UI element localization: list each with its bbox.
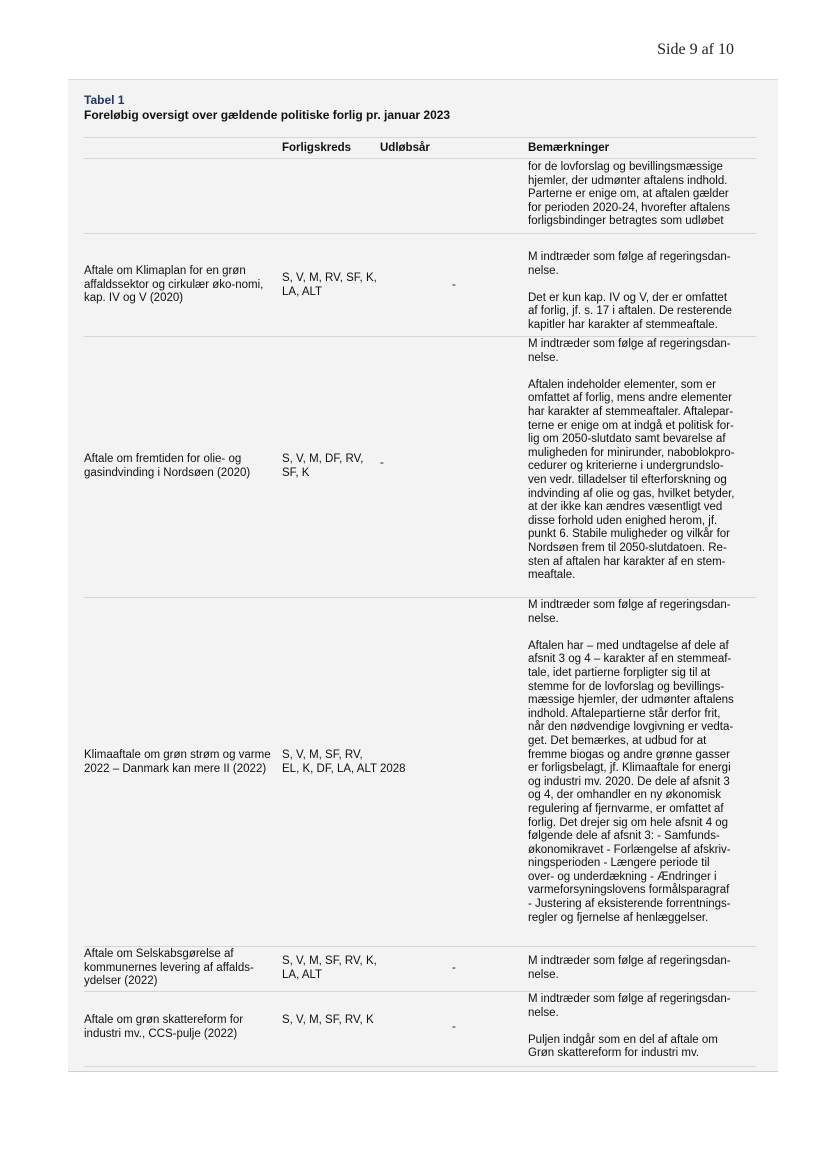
remarks-cell: for de lovforslag og bevillingsmæssige hjemler, der udmønter aftalens indhold. Parterne er enige om, at aftalen gælder for perioden 2020-24, hvorefter aftalens forligsbindinger betragtes som udløbet — [528, 161, 731, 228]
expiry-cell: - — [452, 279, 456, 291]
remarks-cell: M indtræder som følge af regeringsdan- nelse. Det er kun kap. IV og V, der er omfattet af forlig, jf. s. 17 i aftalen. De resterende kapitler har karakter af stemmeaftale. — [528, 251, 732, 331]
table-row — [84, 337, 756, 598]
agreement-cell: Aftale om fremtiden for olie- og gasindvinding i Nordsøen (2020) — [84, 453, 251, 479]
remarks-cell: M indtræder som følge af regeringsdan- nelse. — [528, 955, 731, 981]
agreements-table — [84, 137, 756, 1067]
parties-cell: S, V, M, SF, RV, K — [282, 1014, 374, 1026]
col-header-udlobsaar: Udløbsår — [380, 142, 430, 154]
table-row — [84, 598, 756, 947]
agreement-cell: Aftale om grøn skattereform for industri mv., CCS-pulje (2022) — [84, 1014, 244, 1040]
remarks-cell: M indtræder som følge af regeringsdan- nelse. Aftalen har – med undtagelse af dele af afsnit 3 og 4 – karakter af en stemmeaf- tale, idet partierne forpligter sig til at stemme for de lovforslag og bevillings- mæssige hjemler, der udmønter aftalens indhold. Aftalepartierne står derfor frit, når den nødvendige lovgivning er vedta- get. Det bemærkes, at udbud for at fremme biogas og andre grønne gasser er forligsbelagt, jf. Klimaaftale for energi og industri mv. 2020. De dele af afsnit 3 og 4, der omhandler en ny økonomisk regulering af fjernvarme, er omfattet af forlig. Det drejer sig om hele afsnit 4 og følgende dele af afsnit 3: - Samfunds- økonomikravet - Forlængelse af afskriv- ningsperioden - Længere periode til over- og underdækning - Ændringer i varmeforsyningslovens formålsparagraf - Justering af eksisterende forrentnings- regler og fjernelse af henlæggelser. — [528, 599, 734, 924]
page-number: Side 9 af 10 — [657, 41, 734, 58]
parties-cell: S, V, M, SF, RV, EL, K, DF, LA, ALT — [282, 749, 378, 775]
agreement-cell: Aftale om Klimaplan for en grøn affaldssektor og cirkulær øko-nomi, kap. IV og V (2020) — [84, 265, 264, 305]
remarks-cell: M indtræder som følge af regeringsdan- nelse. Aftalen indeholder elementer, som er omfattet af forlig, mens andre elementer har karakter af stemmeaftaler. Aftalepar- terne er enige om at indgå et politisk for- lig om 2050-slutdato samt bevarelse af muligheden for minirunder, naboblokpro- cedurer og kriterierne i undergrundslo- ven vedr. tilladelser til efterforskning og indvinding af olie og gas, hvilket betyder, at der ikke kan ændres væsentligt ved disse forhold uden enighed herom, jf. punkt 6. Stabile muligheder og vilkår for Nordsøen frem til 2050-slutdatoen. Re- sten af aftalen har karakter af en stem- meaftale. — [528, 338, 735, 582]
table-header — [84, 137, 756, 159]
parties-cell: S, V, M, SF, RV, K, LA, ALT — [282, 955, 377, 981]
table-row — [84, 992, 756, 1067]
table-row — [84, 947, 756, 992]
remarks-cell: M indtræder som følge af regeringsdan- nelse. Puljen indgår som en del af aftale om Grøn skattereform for industri mv. — [528, 993, 731, 1060]
expiry-cell: 2028 — [380, 763, 406, 775]
table-row — [84, 159, 756, 234]
col-header-bemaerkninger: Bemærkninger — [528, 142, 610, 154]
table-title: Foreløbig oversigt over gældende politiske forlig pr. januar 2023 — [84, 108, 451, 122]
parties-cell: S, V, M, DF, RV, SF, K — [282, 453, 364, 479]
table-row — [84, 234, 756, 337]
expiry-cell: - — [380, 457, 384, 469]
col-header-forligskreds: Forligskreds — [282, 142, 352, 154]
agreement-cell: Aftale om Selskabsgørelse af kommunernes levering af affalds-ydelser (2022) — [84, 948, 254, 988]
parties-cell: S, V, M, RV, SF, K, LA, ALT — [282, 272, 377, 298]
expiry-cell: - — [452, 1021, 456, 1033]
table-label: Tabel 1 — [84, 93, 125, 107]
agreement-cell: Klimaaftale om grøn strøm og varme 2022 – Danmark kan mere II (2022) — [84, 749, 271, 775]
expiry-cell: - — [452, 962, 456, 974]
